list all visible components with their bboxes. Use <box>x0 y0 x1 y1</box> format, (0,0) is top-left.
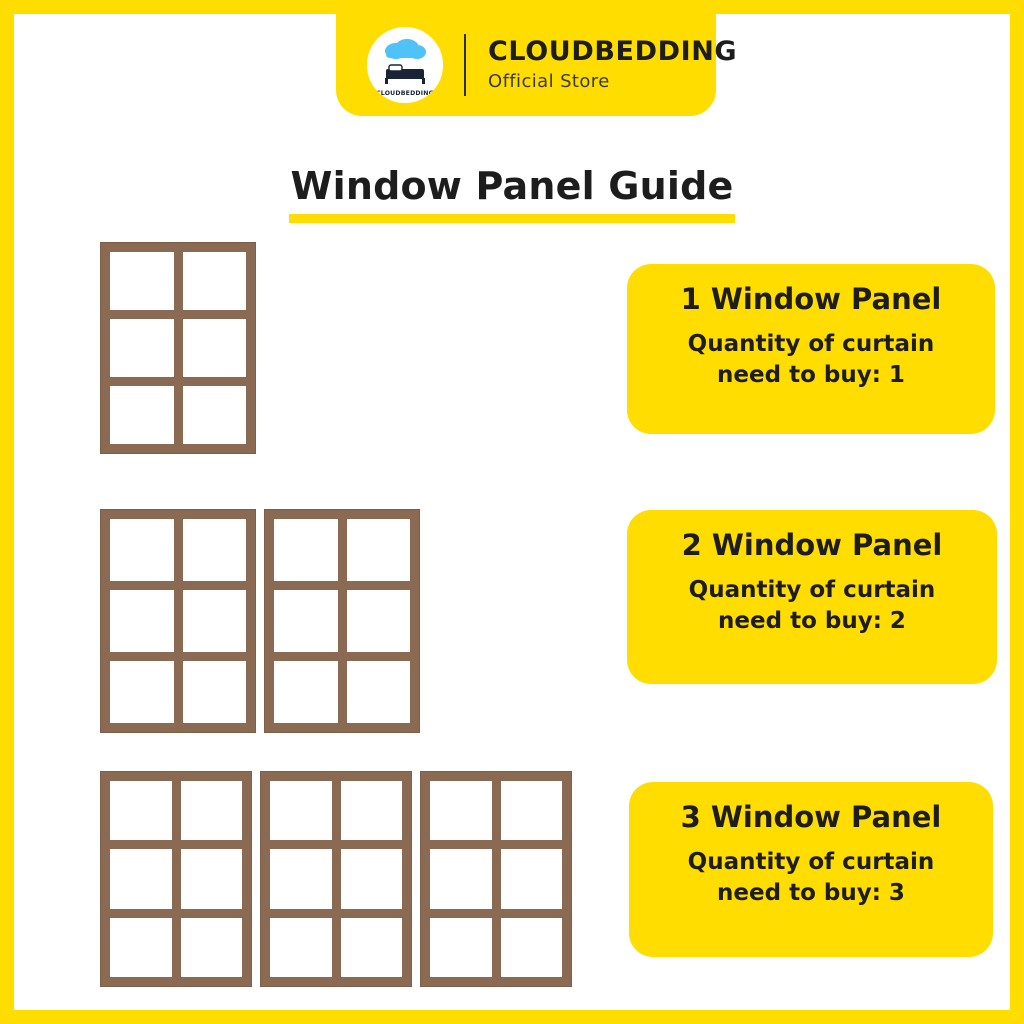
window-pane <box>110 319 174 377</box>
page-title: Window Panel Guide <box>290 164 734 208</box>
window-graphic <box>100 509 256 733</box>
callout-title: 1 Window Panel <box>680 282 942 316</box>
window-pane <box>110 781 172 840</box>
window-pane <box>274 590 338 652</box>
window-pane <box>110 252 174 310</box>
page-title-wrap <box>14 164 1010 223</box>
window-pane <box>110 918 172 977</box>
window-pane <box>110 590 174 652</box>
callout-card-3 <box>629 782 993 957</box>
window-pane <box>501 849 563 908</box>
window-pane <box>341 918 403 977</box>
window-group-2 <box>100 509 420 733</box>
brand-name: CLOUDBEDDING <box>488 36 738 68</box>
window-pane <box>183 252 247 310</box>
window-pane <box>181 781 243 840</box>
window-pane <box>501 918 563 977</box>
window-pane <box>181 849 243 908</box>
header-divider <box>464 34 466 96</box>
callout-title: 2 Window Panel <box>681 528 943 562</box>
window-graphic <box>100 242 256 454</box>
callout-line-1: Quantity of curtain <box>687 330 935 357</box>
window-pane <box>110 519 174 581</box>
window-pane <box>270 781 332 840</box>
window-group-1 <box>100 242 256 454</box>
window-pane <box>183 519 247 581</box>
window-graphic <box>100 771 252 987</box>
window-pane <box>347 661 411 723</box>
window-pane <box>430 781 492 840</box>
window-pane <box>347 590 411 652</box>
window-pane <box>430 849 492 908</box>
callout-line-2: need to buy: 1 <box>717 361 905 388</box>
window-pane <box>110 849 172 908</box>
window-pane <box>270 918 332 977</box>
brand-subtitle: Official Store <box>488 70 610 92</box>
title-underline <box>289 214 735 223</box>
callout-title: 3 Window Panel <box>680 800 942 834</box>
window-pane <box>274 519 338 581</box>
window-pane <box>430 918 492 977</box>
window-graphic <box>260 771 412 987</box>
window-pane <box>347 519 411 581</box>
window-pane <box>183 590 247 652</box>
logo-wordmark: CLOUDBEDDING <box>376 90 434 97</box>
window-pane <box>183 661 247 723</box>
window-pane <box>270 849 332 908</box>
callout-line-1: Quantity of curtain <box>687 848 935 875</box>
window-pane <box>183 319 247 377</box>
brand-text-block <box>488 38 737 91</box>
bed-icon <box>385 63 425 89</box>
cloud-icon <box>383 39 427 63</box>
window-pane <box>181 918 243 977</box>
window-pane <box>110 386 174 444</box>
brand-header-badge <box>336 14 738 116</box>
window-graphic <box>420 771 572 987</box>
window-pane <box>501 781 563 840</box>
callout-line-2: need to buy: 2 <box>718 607 906 634</box>
window-group-3 <box>100 771 572 987</box>
callout-line-2: need to buy: 3 <box>717 879 905 906</box>
callout-line-1: Quantity of curtain <box>688 576 936 603</box>
callout-card-1 <box>627 264 995 434</box>
window-graphic <box>264 509 420 733</box>
callout-card-2 <box>627 510 997 684</box>
window-pane <box>183 386 247 444</box>
window-pane <box>274 661 338 723</box>
brand-logo <box>364 24 446 106</box>
window-pane <box>341 849 403 908</box>
window-pane <box>110 661 174 723</box>
window-pane <box>341 781 403 840</box>
